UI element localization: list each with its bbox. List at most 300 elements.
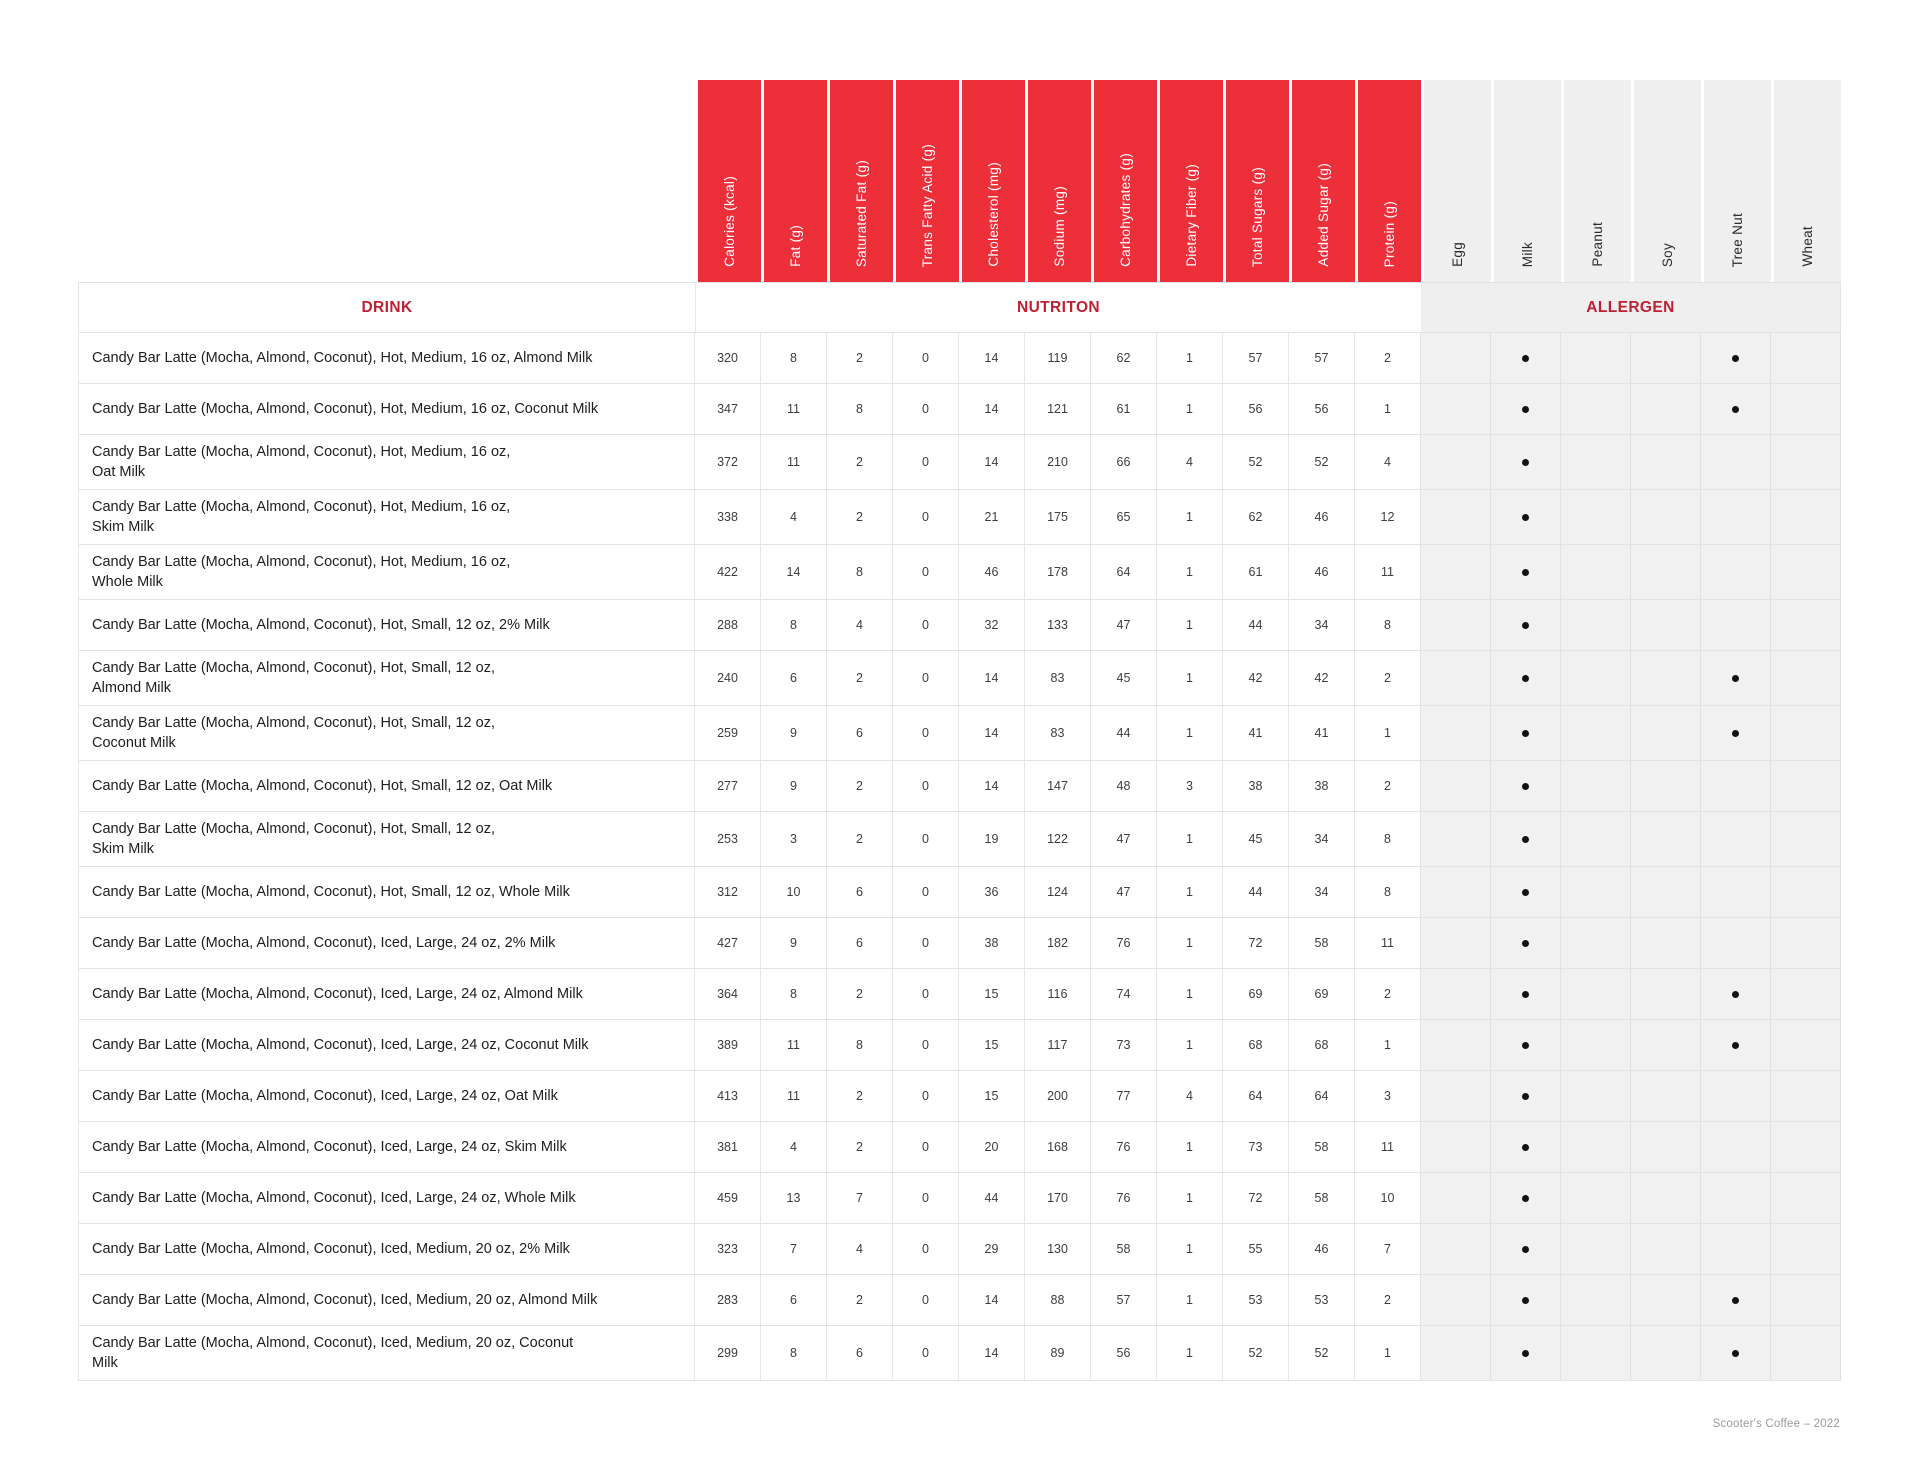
drink-name-cell: Candy Bar Latte (Mocha, Almond, Coconut), Hot, Small, 12 oz, Skim Milk [78,812,695,866]
drink-name-cell: Candy Bar Latte (Mocha, Almond, Coconut), Hot, Small, 12 oz, Almond Milk [78,651,695,705]
allergen-cell [1631,969,1701,1019]
nutrition-value-cell: 2 [1355,1275,1421,1325]
nutrition-value-cell: 1 [1157,706,1223,760]
nutrition-value-cell: 1 [1355,1020,1421,1070]
nutrition-value-cell: 58 [1091,1224,1157,1274]
drink-name-cell: Candy Bar Latte (Mocha, Almond, Coconut), Iced, Medium, 20 oz, Almond Milk [78,1275,695,1325]
nutrition-value-cell: 4 [1355,435,1421,489]
table-row [78,812,1841,867]
nutrition-value-cell: 1 [1157,490,1223,544]
nutrition-value-cell: 42 [1289,651,1355,705]
nutrition-value-cell: 2 [1355,333,1421,383]
column-header-band [78,80,1841,282]
allergen-cell [1561,918,1631,968]
allergen-cell [1631,333,1701,383]
nutrition-value-cell: 1 [1157,812,1223,866]
nutrition-value-cell: 14 [959,435,1025,489]
nutrition-value-cell: 312 [695,867,761,917]
nutrition-value-cell: 9 [761,918,827,968]
allergen-cell [1771,545,1841,599]
table-row [78,1173,1841,1224]
nutrition-value-cell: 11 [761,1020,827,1070]
nutrition-value-cell: 8 [827,384,893,434]
allergen-cell [1701,333,1771,383]
vertical-label: Carbohydrates (g) [1118,153,1133,267]
nutrition-value-cell: 72 [1223,918,1289,968]
allergen-dot [1522,569,1529,576]
nutrition-value-cell: 389 [695,1020,761,1070]
allergen-cell [1701,867,1771,917]
nutrition-column-header [827,80,893,282]
nutrition-value-cell: 1 [1157,867,1223,917]
table-row [78,1122,1841,1173]
allergen-cell [1631,1224,1701,1274]
nutrition-value-cell: 147 [1025,761,1091,811]
allergen-cell [1561,867,1631,917]
nutrition-value-cell: 64 [1289,1071,1355,1121]
allergen-dot [1522,675,1529,682]
nutrition-value-cell: 6 [827,918,893,968]
allergen-cell [1421,600,1491,650]
nutrition-value-cell: 8 [761,333,827,383]
nutrition-value-cell: 3 [761,812,827,866]
nutrition-value-cell: 7 [827,1173,893,1223]
allergen-cell [1561,1173,1631,1223]
nutrition-column-header [761,80,827,282]
allergen-cell [1491,761,1561,811]
nutrition-value-cell: 11 [761,384,827,434]
nutrition-value-cell: 52 [1223,1326,1289,1380]
nutrition-value-cell: 4 [1157,1071,1223,1121]
nutrition-value-cell: 130 [1025,1224,1091,1274]
nutrition-value-cell: 74 [1091,969,1157,1019]
nutrition-value-cell: 459 [695,1173,761,1223]
nutrition-value-cell: 2 [827,761,893,811]
table-row [78,1020,1841,1071]
allergen-section-label: ALLERGEN [1421,283,1841,332]
allergen-cell [1701,651,1771,705]
nutrition-value-cell: 36 [959,867,1025,917]
nutrition-value-cell: 1 [1157,1122,1223,1172]
allergen-cell [1491,1275,1561,1325]
vertical-label: Sodium (mg) [1052,186,1067,267]
nutrition-value-cell: 0 [893,1173,959,1223]
vertical-label: Cholesterol (mg) [986,162,1001,267]
nutrition-value-cell: 2 [827,812,893,866]
allergen-cell [1631,600,1701,650]
allergen-cell [1421,333,1491,383]
nutrition-value-cell: 1 [1157,969,1223,1019]
nutrition-value-cell: 46 [1289,1224,1355,1274]
nutrition-value-cell: 61 [1223,545,1289,599]
table-row [78,867,1841,918]
drink-name-cell: Candy Bar Latte (Mocha, Almond, Coconut), Hot, Small, 12 oz, 2% Milk [78,600,695,650]
allergen-cell [1631,706,1701,760]
nutrition-value-cell: 14 [959,384,1025,434]
allergen-cell [1491,812,1561,866]
nutrition-value-cell: 259 [695,706,761,760]
allergen-cell [1421,1326,1491,1380]
nutrition-value-cell: 413 [695,1071,761,1121]
nutrition-value-cell: 11 [761,435,827,489]
allergen-cell [1701,1326,1771,1380]
allergen-dot [1522,1195,1529,1202]
drink-name-cell: Candy Bar Latte (Mocha, Almond, Coconut), Iced, Large, 24 oz, Whole Milk [78,1173,695,1223]
nutrition-column-header [695,80,761,282]
nutrition-value-cell: 320 [695,333,761,383]
nutrition-value-cell: 56 [1091,1326,1157,1380]
allergen-dot [1732,1042,1739,1049]
nutrition-value-cell: 0 [893,1326,959,1380]
allergen-cell [1701,1275,1771,1325]
nutrition-value-cell: 47 [1091,600,1157,650]
nutrition-value-cell: 200 [1025,1071,1091,1121]
allergen-cell [1771,867,1841,917]
nutrition-value-cell: 45 [1223,812,1289,866]
nutrition-value-cell: 15 [959,1071,1025,1121]
allergen-cell [1631,761,1701,811]
allergen-cell [1491,545,1561,599]
vertical-label: Total Sugars (g) [1250,166,1265,267]
nutrition-value-cell: 46 [959,545,1025,599]
nutrition-value-cell: 0 [893,918,959,968]
allergen-dot [1522,622,1529,629]
allergen-dot [1522,1144,1529,1151]
allergen-cell [1561,1326,1631,1380]
allergen-cell [1771,761,1841,811]
nutrition-value-cell: 0 [893,812,959,866]
drink-name-cell: Candy Bar Latte (Mocha, Almond, Coconut), Iced, Large, 24 oz, Coconut Milk [78,1020,695,1070]
allergen-cell [1631,545,1701,599]
nutrition-value-cell: 2 [827,333,893,383]
table-row [78,1326,1841,1381]
allergen-cell [1561,545,1631,599]
nutrition-value-cell: 2 [827,435,893,489]
drink-name-cell: Candy Bar Latte (Mocha, Almond, Coconut), Iced, Medium, 20 oz, Coconut Milk [78,1326,695,1380]
allergen-cell [1561,969,1631,1019]
nutrition-value-cell: 6 [761,651,827,705]
allergen-cell [1421,1224,1491,1274]
nutrition-value-cell: 41 [1223,706,1289,760]
allergen-dot [1732,355,1739,362]
vertical-label: Milk [1520,241,1535,267]
allergen-dot [1732,675,1739,682]
nutrition-value-cell: 15 [959,1020,1025,1070]
allergen-cell [1561,1275,1631,1325]
drink-name-cell: Candy Bar Latte (Mocha, Almond, Coconut), Hot, Small, 12 oz, Oat Milk [78,761,695,811]
nutrition-value-cell: 55 [1223,1224,1289,1274]
allergen-cell [1771,706,1841,760]
allergen-cell [1491,435,1561,489]
allergen-cell [1701,545,1771,599]
vertical-label: Added Sugar (g) [1316,163,1331,267]
allergen-cell [1491,1173,1561,1223]
table-row [78,1224,1841,1275]
nutrition-value-cell: 69 [1289,969,1355,1019]
allergen-cell [1421,1122,1491,1172]
nutrition-value-cell: 8 [1355,812,1421,866]
nutrition-value-cell: 1 [1355,384,1421,434]
nutrition-value-cell: 58 [1289,1173,1355,1223]
nutrition-value-cell: 1 [1157,1020,1223,1070]
nutrition-value-cell: 44 [1223,867,1289,917]
table-row [78,706,1841,761]
nutrition-table [78,80,1841,1381]
vertical-label: Dietary Fiber (g) [1184,164,1199,267]
nutrition-value-cell: 0 [893,333,959,383]
drink-name-cell: Candy Bar Latte (Mocha, Almond, Coconut), Iced, Large, 24 oz, Skim Milk [78,1122,695,1172]
nutrition-value-cell: 66 [1091,435,1157,489]
nutrition-value-cell: 3 [1355,1071,1421,1121]
nutrition-value-cell: 2 [827,1275,893,1325]
allergen-cell [1701,1071,1771,1121]
nutrition-value-cell: 1 [1157,1173,1223,1223]
allergen-dot [1522,514,1529,521]
table-row [78,435,1841,490]
allergen-cell [1771,1020,1841,1070]
nutrition-value-cell: 52 [1223,435,1289,489]
nutrition-value-cell: 1 [1157,1326,1223,1380]
allergen-cell [1631,918,1701,968]
nutrition-value-cell: 73 [1091,1020,1157,1070]
nutrition-value-cell: 182 [1025,918,1091,968]
allergen-cell [1771,1173,1841,1223]
nutrition-value-cell: 2 [1355,969,1421,1019]
nutrition-value-cell: 0 [893,706,959,760]
nutrition-value-cell: 42 [1223,651,1289,705]
nutrition-value-cell: 58 [1289,1122,1355,1172]
allergen-dot [1522,1350,1529,1357]
nutrition-column-header [1157,80,1223,282]
drink-section-label: DRINK [78,283,695,332]
nutrition-value-cell: 38 [1223,761,1289,811]
nutrition-value-cell: 47 [1091,812,1157,866]
drink-name-cell: Candy Bar Latte (Mocha, Almond, Coconut), Iced, Large, 24 oz, Oat Milk [78,1071,695,1121]
allergen-cell [1561,651,1631,705]
allergen-cell [1771,1122,1841,1172]
allergen-dot [1522,1297,1529,1304]
allergen-cell [1421,706,1491,760]
nutrition-column-header [1223,80,1289,282]
nutrition-value-cell: 1 [1157,384,1223,434]
nutrition-value-cell: 6 [827,867,893,917]
allergen-cell [1491,969,1561,1019]
nutrition-value-cell: 323 [695,1224,761,1274]
vertical-label: Calories (kcal) [722,176,737,267]
nutrition-value-cell: 38 [959,918,1025,968]
vertical-label: Egg [1450,242,1465,267]
allergen-cell [1631,1173,1701,1223]
allergen-cell [1561,1224,1631,1274]
nutrition-value-cell: 210 [1025,435,1091,489]
allergen-column-header [1701,80,1771,282]
allergen-cell [1701,1224,1771,1274]
vertical-label: Tree Nut [1730,212,1745,267]
nutrition-value-cell: 0 [893,1224,959,1274]
nutrition-value-cell: 14 [761,545,827,599]
nutrition-value-cell: 0 [893,761,959,811]
nutrition-value-cell: 48 [1091,761,1157,811]
nutrition-value-cell: 124 [1025,867,1091,917]
nutrition-value-cell: 14 [959,651,1025,705]
nutrition-value-cell: 1 [1157,333,1223,383]
allergen-cell [1421,1020,1491,1070]
allergen-cell [1561,812,1631,866]
nutrition-value-cell: 45 [1091,651,1157,705]
nutrition-value-cell: 88 [1025,1275,1091,1325]
allergen-dot [1522,836,1529,843]
footer-credit: Scooter's Coffee – 2022 [1712,1418,1840,1430]
allergen-dot [1732,1297,1739,1304]
allergen-cell [1631,490,1701,544]
nutrition-value-cell: 122 [1025,812,1091,866]
nutrition-value-cell: 14 [959,761,1025,811]
nutrition-value-cell: 1 [1157,1275,1223,1325]
table-row [78,333,1841,384]
table-row [78,600,1841,651]
allergen-cell [1491,1071,1561,1121]
nutrition-column-header [893,80,959,282]
table-row [78,384,1841,435]
nutrition-value-cell: 0 [893,1020,959,1070]
nutrition-value-cell: 20 [959,1122,1025,1172]
nutrition-value-cell: 4 [761,490,827,544]
nutrition-value-cell: 9 [761,761,827,811]
nutrition-value-cell: 65 [1091,490,1157,544]
nutrition-value-cell: 7 [761,1224,827,1274]
allergen-dot [1732,1350,1739,1357]
allergen-cell [1491,600,1561,650]
nutrition-value-cell: 64 [1223,1071,1289,1121]
nutrition-value-cell: 178 [1025,545,1091,599]
nutrition-value-cell: 29 [959,1224,1025,1274]
nutrition-value-cell: 52 [1289,435,1355,489]
allergen-cell [1631,1071,1701,1121]
nutrition-value-cell: 14 [959,1275,1025,1325]
allergen-dot [1522,1246,1529,1253]
allergen-dot [1732,730,1739,737]
nutrition-value-cell: 175 [1025,490,1091,544]
allergen-cell [1771,918,1841,968]
allergen-cell [1561,706,1631,760]
nutrition-value-cell: 47 [1091,867,1157,917]
allergen-dot [1522,1042,1529,1049]
allergen-cell [1421,1173,1491,1223]
allergen-cell [1771,812,1841,866]
table-row [78,490,1841,545]
nutrition-value-cell: 83 [1025,651,1091,705]
nutrition-value-cell: 133 [1025,600,1091,650]
drink-name-cell: Candy Bar Latte (Mocha, Almond, Coconut), Iced, Large, 24 oz, Almond Milk [78,969,695,1019]
nutrition-value-cell: 0 [893,600,959,650]
allergen-cell [1701,384,1771,434]
nutrition-value-cell: 0 [893,867,959,917]
allergen-cell [1771,969,1841,1019]
allergen-cell [1491,490,1561,544]
allergen-cell [1421,384,1491,434]
nutrition-value-cell: 6 [761,1275,827,1325]
nutrition-value-cell: 11 [1355,1122,1421,1172]
allergen-cell [1421,435,1491,489]
allergen-cell [1771,1224,1841,1274]
nutrition-value-cell: 0 [893,1071,959,1121]
nutrition-value-cell: 76 [1091,918,1157,968]
allergen-cell [1561,761,1631,811]
nutrition-value-cell: 56 [1223,384,1289,434]
nutrition-column-header [1289,80,1355,282]
nutrition-value-cell: 121 [1025,384,1091,434]
allergen-cell [1771,384,1841,434]
nutrition-value-cell: 53 [1289,1275,1355,1325]
table-row [78,969,1841,1020]
nutrition-value-cell: 69 [1223,969,1289,1019]
nutrition-value-cell: 34 [1289,600,1355,650]
nutrition-value-cell: 44 [959,1173,1025,1223]
nutrition-value-cell: 2 [827,1122,893,1172]
allergen-cell [1561,490,1631,544]
allergen-cell [1491,333,1561,383]
allergen-dot [1522,730,1529,737]
allergen-cell [1701,812,1771,866]
allergen-cell [1631,1020,1701,1070]
nutrition-value-cell: 52 [1289,1326,1355,1380]
allergen-cell [1631,1275,1701,1325]
table-row [78,651,1841,706]
nutrition-section-label: NUTRITON [695,283,1421,332]
drink-name-cell: Candy Bar Latte (Mocha, Almond, Coconut), Hot, Small, 12 oz, Coconut Milk [78,706,695,760]
allergen-cell [1491,384,1561,434]
allergen-column-header [1631,80,1701,282]
allergen-cell [1421,1275,1491,1325]
allergen-cell [1491,1020,1561,1070]
allergen-cell [1491,706,1561,760]
nutrition-value-cell: 3 [1157,761,1223,811]
nutrition-value-cell: 1 [1355,1326,1421,1380]
nutrition-value-cell: 57 [1091,1275,1157,1325]
allergen-cell [1701,706,1771,760]
allergen-cell [1561,435,1631,489]
allergen-cell [1701,490,1771,544]
allergen-cell [1701,435,1771,489]
nutrition-value-cell: 21 [959,490,1025,544]
nutrition-value-cell: 6 [827,706,893,760]
allergen-dot [1522,355,1529,362]
allergen-cell [1631,1122,1701,1172]
nutrition-value-cell: 372 [695,435,761,489]
allergen-dot [1522,991,1529,998]
allergen-cell [1771,435,1841,489]
allergen-cell [1491,651,1561,705]
allergen-cell [1631,651,1701,705]
nutrition-value-cell: 0 [893,490,959,544]
nutrition-value-cell: 6 [827,1326,893,1380]
nutrition-value-cell: 4 [761,1122,827,1172]
allergen-cell [1421,651,1491,705]
allergen-cell [1491,1224,1561,1274]
nutrition-value-cell: 168 [1025,1122,1091,1172]
logo-spacer-cell [78,80,695,282]
nutrition-value-cell: 64 [1091,545,1157,599]
allergen-cell [1421,812,1491,866]
nutrition-value-cell: 8 [827,545,893,599]
nutrition-value-cell: 83 [1025,706,1091,760]
table-body [78,333,1841,1381]
nutrition-value-cell: 2 [827,969,893,1019]
allergen-dot [1732,406,1739,413]
allergen-column-header [1421,80,1491,282]
drink-name-cell: Candy Bar Latte (Mocha, Almond, Coconut), Iced, Large, 24 oz, 2% Milk [78,918,695,968]
allergen-cell [1491,867,1561,917]
